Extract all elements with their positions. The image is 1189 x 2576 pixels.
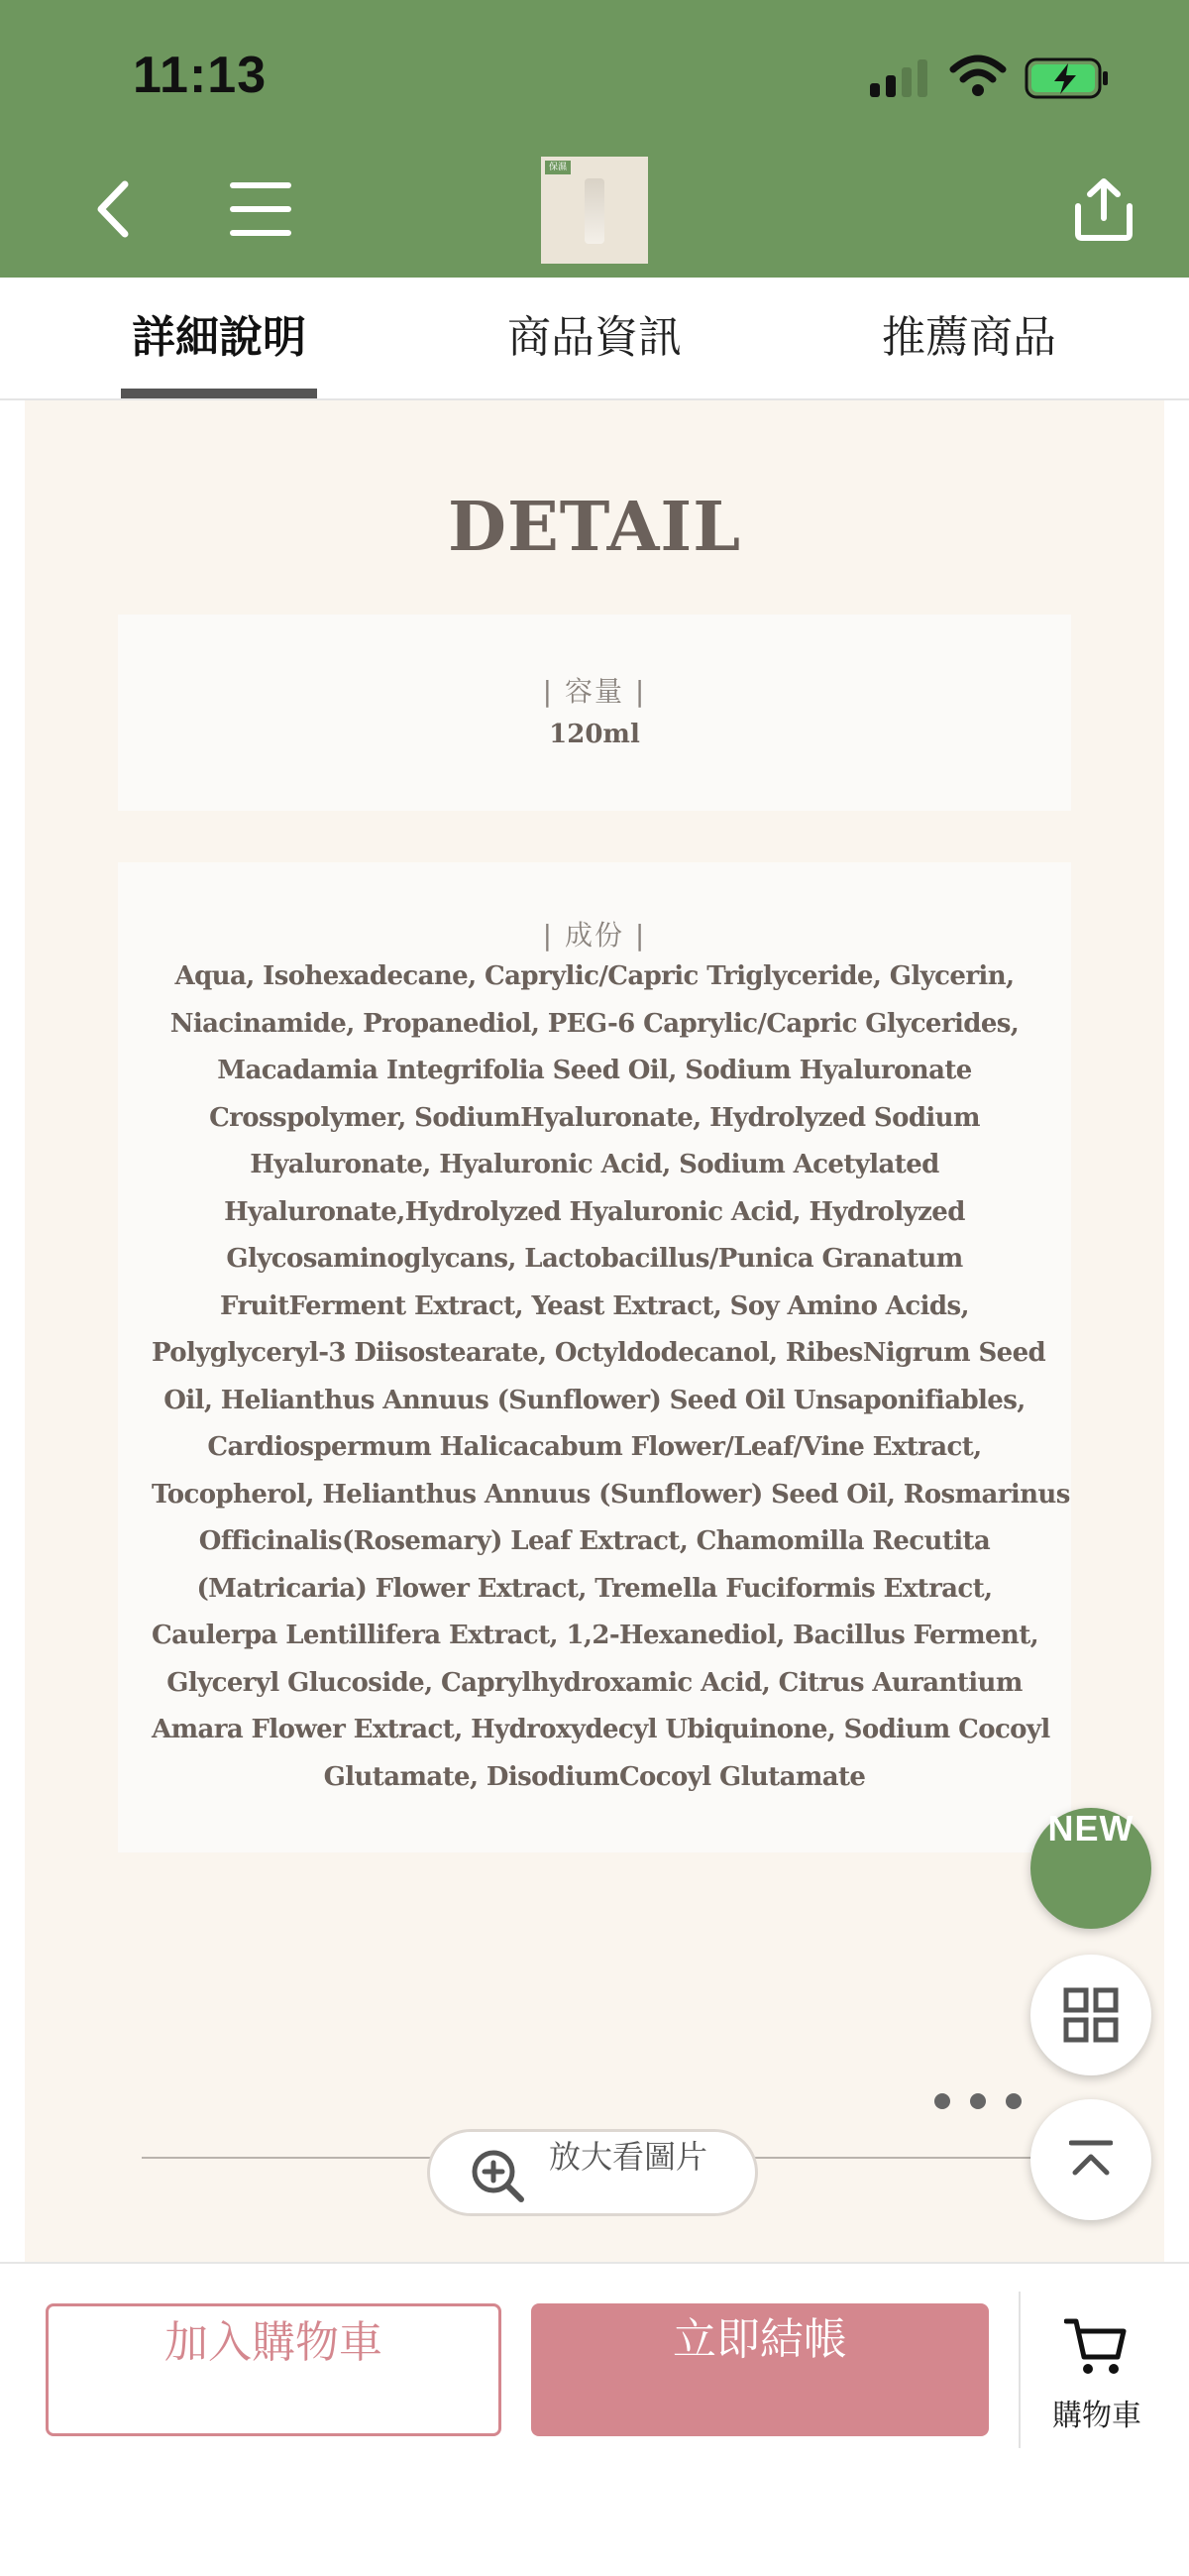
cart-icon[interactable]	[1064, 2315, 1128, 2379]
detail-panel	[25, 400, 1164, 2262]
more-options-icon[interactable]	[934, 2093, 1029, 2113]
wifi-icon	[949, 54, 1007, 97]
ingredients-line: Cardiospermum Halicacabum Flower/Leaf/Vine Extract,	[207, 1432, 982, 1462]
ingredients-card	[118, 862, 1071, 1852]
share-icon[interactable]	[1072, 176, 1135, 242]
capacity-card	[118, 615, 1071, 811]
battery-icon	[1025, 57, 1110, 99]
ingredients-line: Hyaluronate, Hyaluronic Acid, Sodium Acetylated	[250, 1150, 939, 1179]
ingredients-line: FruitFerment Extract, Yeast Extract, Soy Amino Acids,	[220, 1290, 969, 1321]
ingredients-line: (Matricaria) Flower Extract, Tremella Fuciformis Extract,	[196, 1573, 993, 1604]
tab-recommended[interactable]: 推薦商品	[882, 312, 1056, 363]
ingredients-line: Oil, Helianthus Annuus (Sunflower) Seed Oil Unsaponifiables,	[163, 1385, 1026, 1415]
ingredients-line: Hyaluronate,Hydrolyzed Hyaluronic Acid, Hydrolyzed	[224, 1196, 965, 1227]
checkout-button[interactable]: 立即結帳	[531, 2303, 989, 2436]
ingredients-line: Glycosaminoglycans, Lactobacillus/Punica Granatum	[226, 1244, 963, 1274]
menu-icon[interactable]	[230, 182, 291, 236]
new-label: NEW	[1047, 1808, 1135, 1848]
ingredients-line: Tocopherol, Helianthus Annuus (Sunflower) Seed Oil, Rosmarinus	[152, 1479, 1070, 1510]
ingredients-line: Macadamia Integrifolia Seed Oil, Sodium Hyaluronate	[217, 1056, 972, 1085]
cart-label[interactable]: 購物車	[1052, 2399, 1141, 2433]
ingredients-line: Caulerpa Lentillifera Extract, 1,2-Hexanediol, Bacillus Ferment,	[152, 1621, 1039, 1650]
cellular-signal-icon	[870, 57, 929, 97]
detail-title: DETAIL	[447, 488, 742, 567]
product-thumbnail[interactable]	[541, 157, 648, 264]
add-to-cart-button[interactable]: 加入購物車	[46, 2303, 501, 2436]
capacity-label: | 容量 |	[542, 675, 647, 708]
ingredients-line: Crosspolymer, SodiumHyaluronate, Hydrolyzed Sodium	[209, 1102, 980, 1133]
ingredients-line: Amara Flower Extract, Hydroxydecyl Ubiquinone, Sodium Cocoyl	[152, 1715, 1050, 1744]
ingredients-line: Glutamate, DisodiumCocoyl Glutamate	[323, 1761, 866, 1792]
scroll-top-icon	[1069, 2139, 1113, 2179]
capacity-value: 120ml	[549, 720, 640, 749]
ingredients-line: Aqua, Isohexadecane, Caprylic/Capric Triglyceride, Glycerin,	[174, 961, 1015, 991]
tab-details[interactable]: 詳細說明	[132, 312, 306, 363]
scroll-top-button[interactable]	[1030, 2099, 1151, 2220]
ingredients-line: Glyceryl Glucoside, Caprylhydroxamic Acid, Citrus Aurantium	[166, 1667, 1023, 1698]
new-products-button[interactable]	[1030, 1808, 1151, 1929]
ingredients-line: Officinalis(Rosemary) Leaf Extract, Chamomilla Recutita	[198, 1526, 991, 1556]
bottle-image	[585, 178, 604, 244]
zoom-image-button[interactable]	[427, 2129, 758, 2216]
zoom-in-icon	[470, 2148, 525, 2203]
back-icon[interactable]	[89, 174, 139, 244]
ingredients-line: Niacinamide, Propanediol, PEG-6 Caprylic/Capric Glycerides,	[169, 1008, 1020, 1039]
ingredients-line: Polyglyceryl-3 Diisostearate, Octyldodecanol, RibesNigrum Seed	[152, 1338, 1046, 1368]
bottom-action-bar	[0, 2262, 1189, 2576]
ingredients-text	[152, 953, 1070, 1801]
status-time: 11:13	[133, 47, 268, 104]
ingredients-label: | 成份 |	[542, 919, 647, 952]
top-bar	[0, 0, 1189, 278]
thumbnail-tag: 保濕	[545, 161, 571, 174]
tab-product-info[interactable]: 商品資訊	[507, 312, 682, 363]
bar-divider	[1019, 2292, 1021, 2448]
tab-bar	[0, 278, 1189, 400]
category-grid-button[interactable]	[1030, 1955, 1151, 2075]
zoom-image-label: 放大看圖片	[549, 2138, 708, 2176]
grid-icon	[1063, 1987, 1119, 2043]
active-tab-indicator	[121, 389, 317, 398]
